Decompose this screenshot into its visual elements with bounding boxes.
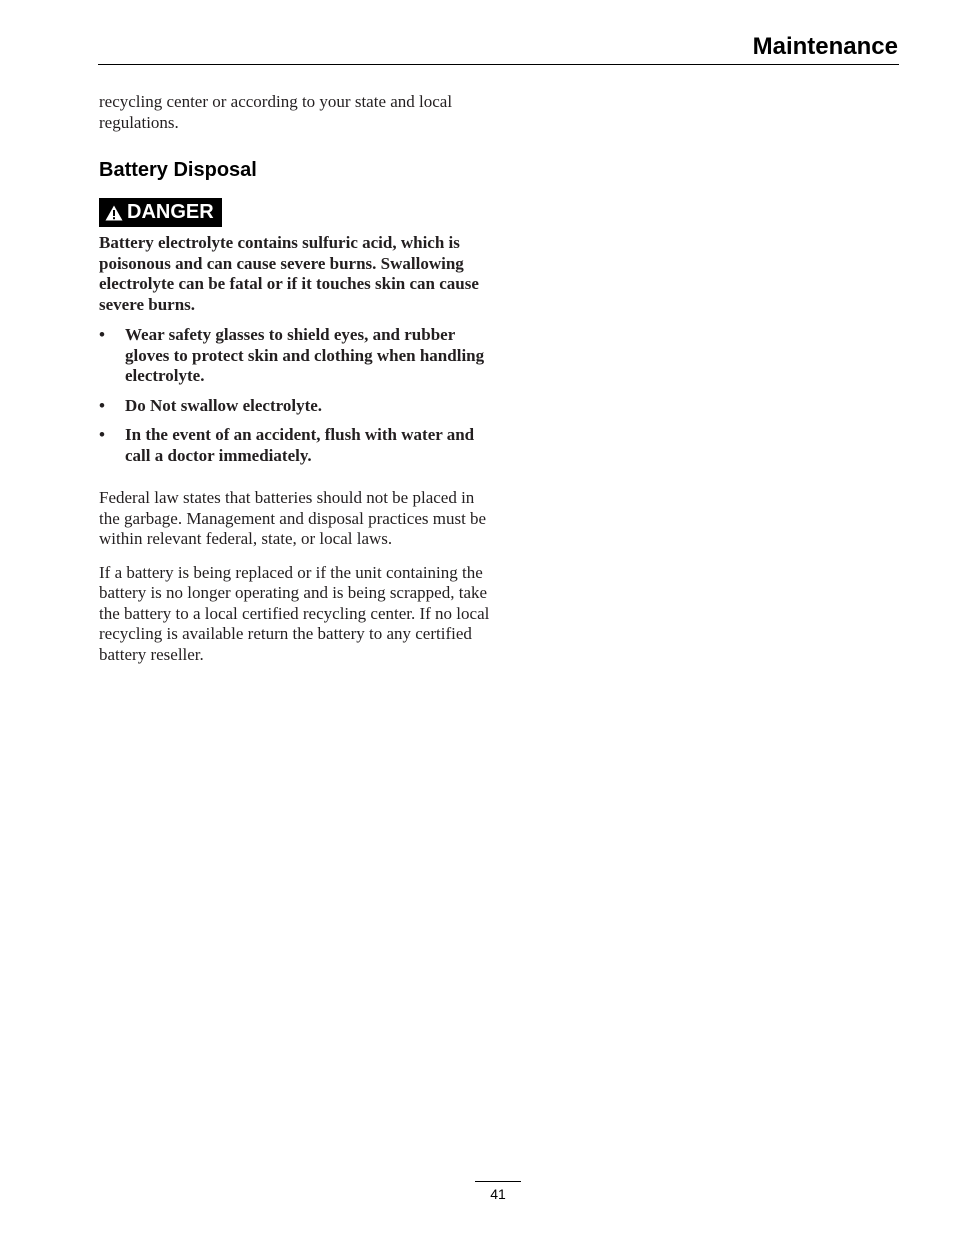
danger-label: DANGER — [127, 201, 214, 223]
header-rule — [98, 64, 899, 65]
federal-law-paragraph: Federal law states that batteries should not be placed in the garbage. Management and disposal practices must be within relevant federal, state, or local laws. — [99, 488, 487, 548]
bullet-mark: • — [99, 325, 105, 344]
list-item — [99, 325, 491, 387]
footer-rule — [475, 1181, 521, 1182]
danger-badge — [99, 198, 222, 227]
bullet-text: Do Not swallow electrolyte. — [125, 395, 323, 415]
bullet-text: In the event of an accident, flush with water and call a doctor immediately. — [125, 425, 475, 465]
page-number: 41 — [490, 1186, 506, 1202]
intro-paragraph: recycling center or according to your state and local regulations. — [99, 92, 453, 132]
bullet-text: Wear safety glasses to shield eyes, and rubber gloves to protect skin and clothing when handling electrolyte. — [125, 325, 485, 385]
list-item — [99, 396, 491, 417]
list-item — [99, 425, 491, 466]
battery-disposal-heading: Battery Disposal — [99, 159, 257, 181]
section-title: Maintenance — [752, 33, 898, 60]
bullet-mark: • — [99, 425, 105, 444]
bullet-mark: • — [99, 395, 105, 415]
content-column — [99, 92, 491, 678]
battery-replacement-paragraph: If a battery is being replaced or if the unit containing the battery is no longer operating and is being scrapped, take the battery to a local certified recycling center. If no local recycling is available return the battery to any certified battery reseller. — [99, 562, 490, 664]
warning-triangle-icon — [105, 205, 123, 221]
danger-warning-text: Battery electrolyte contains sulfuric acid, which is poisonous and can cause severe burns. Swallowing electrolyte can be fatal or if it touches skin can cause severe burns. — [99, 233, 479, 314]
safety-bullet-list — [99, 325, 491, 466]
